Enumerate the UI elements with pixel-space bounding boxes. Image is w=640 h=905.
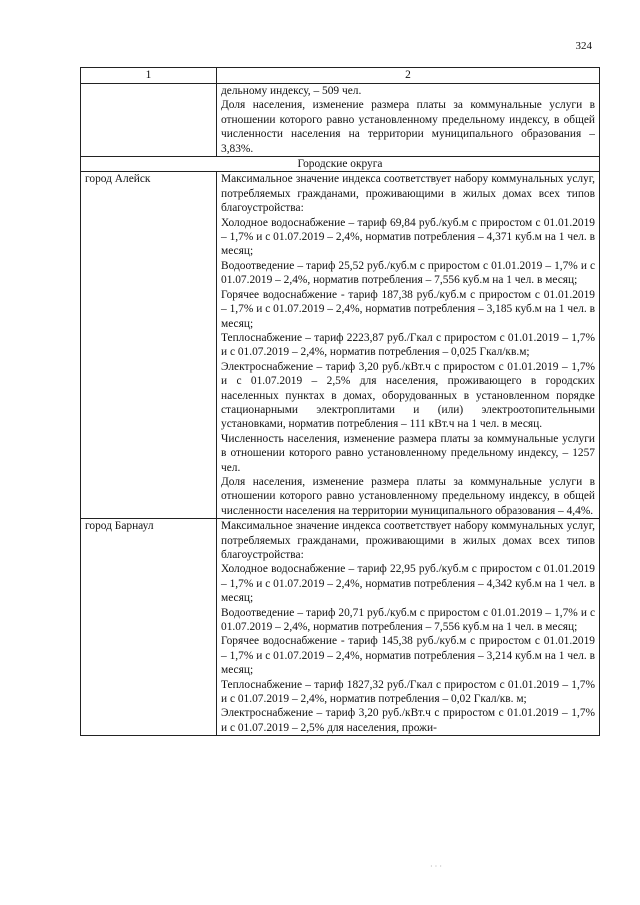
- table-header-row: [81, 68, 600, 84]
- paragraph: Теплоснабжение – тариф 1827,32 руб./Гкал с приростом с 01.01.2019 – 1,7% и с 01.07.2019 – 2,4%, норматив потребления – 0,02 Гкал/кв. м;: [221, 678, 595, 706]
- continuation-cell: [217, 84, 600, 157]
- scan-artifact: · · ·: [430, 862, 442, 871]
- paragraph: Максимальное значение индекса соответствует набору коммунальных услуг, потребляемых гражданами, проживающими в жилых домах всех типов благоустройства:: [221, 173, 595, 215]
- paragraph: Горячее водоснабжение - тариф 187,38 руб./куб.м с приростом с 01.01.2019 – 1,7% и с 01.07.2019 – 2,4%, норматив потребления – 3,185 куб.м на 1 чел. в месяц;: [221, 288, 595, 330]
- continuation-row: [81, 84, 600, 157]
- paragraph: Горячее водоснабжение - тариф 145,38 руб./куб.м с приростом с 01.01.2019 – 1,7% и с 01.07.2019 – 2,4%, норматив потребления – 3,214 куб.м на 1 чел. в месяц;: [221, 635, 595, 677]
- table-row: [81, 519, 600, 736]
- paragraph: Доля населения, изменение размера платы за коммунальные услуги в отношении которого равно установленному предельному индексу, в общей численности населения на территории муниципального образования – 4,4%.: [221, 475, 595, 517]
- table-row: [81, 172, 600, 519]
- paragraph: Электроснабжение – тариф 3,20 руб./кВт.ч с приростом с 01.01.2019 – 1,7% и с 01.07.2019 – 2,5% для населения, проживающего в городских населенных пунктах в домах, оборудованных в установленном порядке стационарными электроплитами и (или) электроотопительными установками, норматив потребления – 111 кВт.ч на 1 чел. в месяц.: [221, 360, 595, 431]
- empty-cell: [81, 84, 217, 157]
- column-header-1: 1: [81, 68, 217, 84]
- municipality-name: город Барнаул: [81, 519, 217, 736]
- section-title: Городские округа: [81, 157, 600, 172]
- paragraph: Максимальное значение индекса соответствует набору коммунальных услуг, потребляемых гражданами, проживающими в жилых домах всех типов благоустройства:: [221, 520, 595, 561]
- municipality-name: город Алейск: [81, 172, 217, 519]
- paragraph: Теплоснабжение – тариф 2223,87 руб./Гкал с приростом с 01.01.2019 – 1,7% и с 01.07.2019 – 2,4%, норматив потребления – 0,025 Гкал/кв.м;: [221, 331, 595, 359]
- section-row: [81, 157, 600, 172]
- paragraph: Доля населения, изменение размера платы за коммунальные услуги в отношении которого равно установленному предельному индексу, в общей численности населения на территории муниципального образования – 3,83%.: [221, 99, 595, 155]
- paragraph: Электроснабжение – тариф 3,20 руб./кВт.ч с приростом с 01.01.2019 – 1,7% и с 01.07.2019 – 2,5% для населения, прожи-: [221, 707, 595, 734]
- paragraph: Холодное водоснабжение – тариф 69,84 руб./куб.м с приростом с 01.01.2019 – 1,7% и с 01.07.2019 – 2,4%, норматив потребления – 4,371 куб.м на 1 чел. в месяц;: [221, 216, 595, 258]
- paragraph: дельному индексу, – 509 чел.: [221, 85, 362, 97]
- paragraph: Холодное водоснабжение – тариф 22,95 руб./куб.м с приростом с 01.01.2019 – 1,7% и с 01.07.2019 – 2,4%, норматив потребления – 4,342 куб.м на 1 чел. в месяц;: [221, 563, 595, 605]
- paragraph: Численность населения, изменение размера платы за коммунальные услуги в отношении которого равно установленному предельному индексу, – 1257 чел.: [221, 432, 595, 474]
- description-cell: [217, 172, 600, 519]
- paragraph: Водоотведение – тариф 25,52 руб./куб.м с приростом с 01.01.2019 – 1,7% и с 01.07.2019 – 2,4%, норматив потребления – 7,556 куб.м на 1 чел. в месяц;: [221, 259, 595, 287]
- data-table: [80, 67, 600, 736]
- paragraph: Водоотведение – тариф 20,71 руб./куб.м с приростом с 01.01.2019 – 1,7% и с 01.07.2019 – 2,4%, норматив потребления – 7,556 куб.м на 1 чел. в месяц;: [221, 606, 595, 634]
- description-cell: [217, 519, 600, 736]
- page-number: 324: [575, 40, 592, 52]
- column-header-2: 2: [217, 68, 600, 84]
